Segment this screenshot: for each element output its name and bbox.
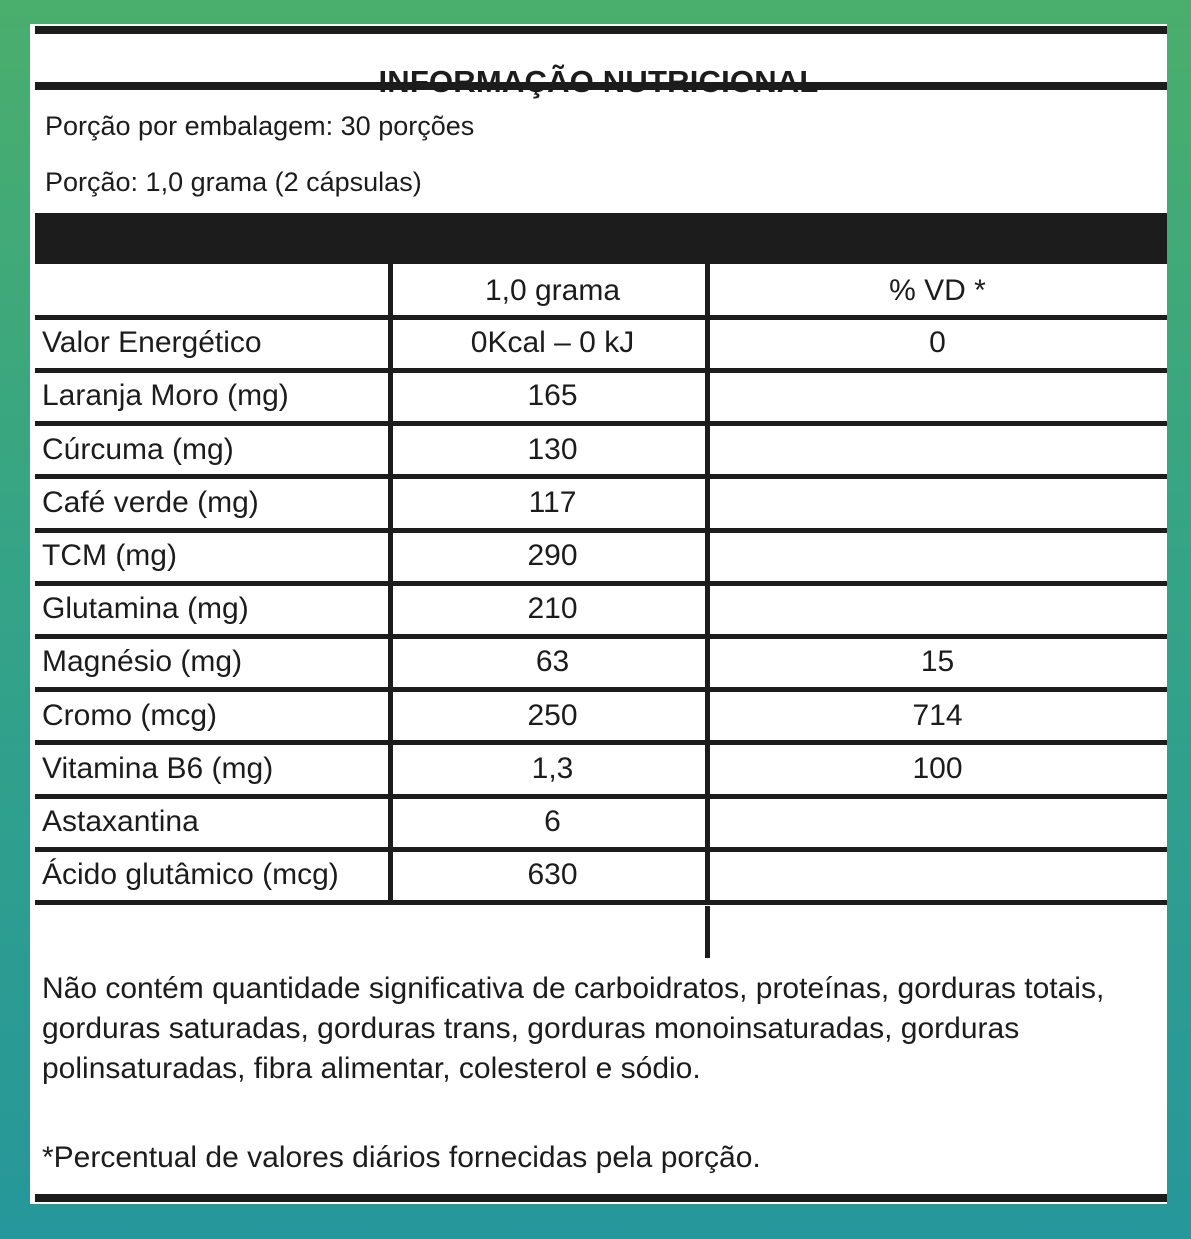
row-divider (35, 528, 1167, 533)
nutrient-amount: 117 (528, 485, 577, 519)
footnote-text: Não contém quantidade significativa de carboidratos, proteínas, gorduras totais, gorduras saturadas, gorduras trans, gorduras monoinsaturadas, gorduras polinsaturadas, fibra alimentar, colesterol e sódio. (42, 972, 1105, 1085)
nutrition-label (30, 24, 1167, 1204)
nutrient-amount: 130 (527, 432, 578, 466)
nutrient-name: Laranja Moro (mg) (42, 379, 289, 413)
servings-per-package: Porção por embalagem: 30 porções (45, 111, 475, 141)
nutrient-name: Café verde (mg) (42, 485, 259, 519)
top-border (35, 26, 1167, 34)
nutrient-name: Ácido glutâmico (mcg) (42, 858, 339, 892)
row-divider (35, 740, 1167, 745)
footer-stub (705, 906, 710, 958)
row-divider (35, 315, 1167, 320)
nutrient-vd: 714 (912, 698, 963, 732)
vd-note: *Percentual de valores diários fornecidas pela porção. (42, 1141, 761, 1174)
column-header-amount: 1,0 grama (484, 274, 621, 307)
nutrient-name: Magnésio (mg) (42, 645, 243, 679)
title-divider (35, 82, 1167, 90)
nutrient-amount: 210 (527, 592, 578, 626)
row-divider (35, 368, 1167, 373)
bottom-border (35, 1194, 1167, 1202)
row-divider (35, 847, 1167, 852)
row-divider (35, 581, 1167, 586)
nutrient-name: TCM (mg) (42, 539, 177, 572)
nutrient-name: Valor Energético (42, 326, 262, 360)
row-divider (35, 474, 1167, 479)
row-divider (35, 900, 1167, 905)
nutrient-amount: 1,3 (531, 751, 574, 785)
nutrient-name: Cromo (mcg) (42, 698, 218, 732)
row-divider (35, 687, 1167, 692)
nutrient-name: Astaxantina (42, 805, 199, 838)
nutrient-amount: 630 (527, 858, 578, 892)
serving-size: Porção: 1,0 grama (2 cápsulas) (45, 167, 422, 197)
nutrient-amount: 250 (527, 698, 578, 732)
nutrient-amount: 290 (527, 539, 578, 572)
row-divider (35, 794, 1167, 799)
nutrient-vd: 100 (912, 751, 963, 785)
nutrient-amount: 165 (527, 379, 578, 413)
row-divider (35, 634, 1167, 639)
nutrient-name: Glutamina (mg) (42, 592, 249, 626)
nutrient-vd: 0 (929, 326, 946, 360)
column-header-vd: % VD * (889, 274, 986, 307)
nutrient-amount: 6 (544, 805, 561, 838)
nutrient-amount: 63 (535, 645, 570, 679)
nutrient-vd: 15 (920, 645, 955, 679)
nutrient-name: Cúrcuma (mg) (42, 432, 234, 466)
row-divider (35, 421, 1167, 426)
header-band (35, 213, 1167, 264)
nutrient-name: Vitamina B6 (mg) (42, 751, 274, 785)
nutrient-amount: 0Kcal – 0 kJ (470, 326, 635, 360)
